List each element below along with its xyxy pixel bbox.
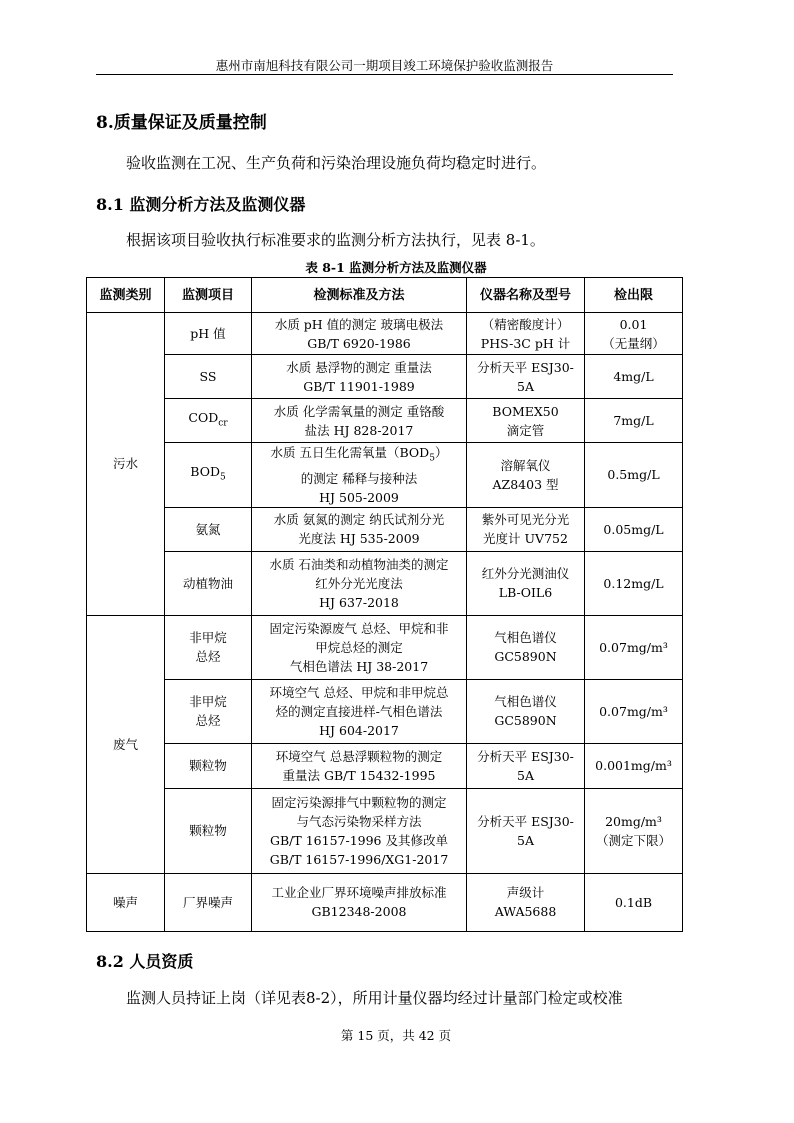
instrument-cell: 分析天平 ESJ30- 5A (467, 788, 585, 873)
report-header: 惠州市南旭科技有限公司一期项目竣工环境保护验收监测报告 (215, 58, 554, 73)
item-cell: 非甲烷 总烃 (165, 615, 252, 679)
instrument-cell: 分析天平 ESJ30- 5A (467, 355, 585, 399)
method-cell: 水质 pH 值的测定 玻璃电极法 GB/T 6920-1986 (252, 313, 467, 355)
limit-cell: 0.07mg/m³ (585, 679, 683, 743)
header-limit: 检出限 (585, 278, 683, 313)
item-cell: 颗粒物 (165, 743, 252, 788)
header-category: 监测类别 (87, 278, 165, 313)
method-cell: 水质 石油类和动植物油类的测定 红外分光光度法 HJ 637-2018 (252, 551, 467, 615)
table-caption: 表 8-1 监测分析方法及监测仪器 (305, 260, 487, 275)
instrument-cell: 紫外可见光分光 光度计 UV752 (467, 507, 585, 551)
limit-cell: 0.1dB (585, 873, 683, 931)
method-cell: 固定污染源排气中颗粒物的测定 与气态污染物采样方法 GB/T 16157-1996 及其修改单 GB/T 16157-1996/XG1-2017 (252, 788, 467, 873)
section-8-1-intro: 根据该项目验收执行标准要求的监测分析方法执行，见表 8-1。 (126, 231, 545, 249)
limit-cell: 0.05mg/L (585, 507, 683, 551)
instrument-cell: 气相色谱仪 GC5890N (467, 679, 585, 743)
limit-cell: 0.01 （无量纲） (585, 313, 683, 355)
header-method: 检测标准及方法 (252, 278, 467, 313)
header-item: 监测项目 (165, 278, 252, 313)
section-8-2-intro: 监测人员持证上岗（详见表8-2），所用计量仪器均经过计量部门检定或校准 (126, 989, 623, 1007)
item-cell: pH 值 (165, 313, 252, 355)
item-cell: 颗粒物 (165, 788, 252, 873)
header-instrument: 仪器名称及型号 (467, 278, 585, 313)
limit-cell: 0.07mg/m³ (585, 615, 683, 679)
section-8-2-heading: 8.2 人员资质 (96, 952, 194, 971)
group-cell: 污水 (87, 313, 165, 616)
item-cell: 非甲烷 总烃 (165, 679, 252, 743)
instrument-cell: 分析天平 ESJ30- 5A (467, 743, 585, 788)
limit-cell: 0.001mg/m³ (585, 743, 683, 788)
table-row (87, 355, 683, 399)
method-cell: 工业企业厂界环境噪声排放标准 GB12348-2008 (252, 873, 467, 931)
header-rule (96, 74, 673, 75)
method-cell: 水质 氨氮的测定 纳氏试剂分光 光度法 HJ 535-2009 (252, 507, 467, 551)
limit-cell: 0.5mg/L (585, 443, 683, 508)
table-header-row (87, 278, 683, 313)
method-cell: 环境空气 总烃、甲烷和非甲烷总 烃的测定直接进样-气相色谱法 HJ 604-2017 (252, 679, 467, 743)
group-cell: 废气 (87, 615, 165, 873)
table-row (87, 551, 683, 615)
item-cell: $BOD_5$ (165, 443, 252, 508)
item-cell: 厂界噪声 (165, 873, 252, 931)
method-cell: 水质 悬浮物的测定 重量法 GB/T 11901-1989 (252, 355, 467, 399)
item-cell: $COD_{cr}$ (165, 399, 252, 443)
item-cell: 氨氮 (165, 507, 252, 551)
group-cell: 噪声 (87, 873, 165, 931)
limit-cell: 7mg/L (585, 399, 683, 443)
limit-cell: 4mg/L (585, 355, 683, 399)
method-cell: 水质 五日生化需氧量$(BOD_5)$ 的测定 稀释与接种法 HJ 505-2009 (252, 443, 467, 508)
table-row (87, 313, 683, 355)
table-row (87, 679, 683, 743)
instrument-cell: BOMEX50 滴定管 (467, 399, 585, 443)
section-8-intro: 验收监测在工况、生产负荷和污染治理设施负荷均稳定时进行。 (126, 154, 547, 172)
table-row (87, 615, 683, 679)
limit-cell: 0.12mg/L (585, 551, 683, 615)
method-cell: 固定污染源废气 总烃、甲烷和非 甲烷总烃的测定 气相色谱法 HJ 38-2017 (252, 615, 467, 679)
table-row (87, 873, 683, 931)
table-row (87, 507, 683, 551)
instrument-cell: 气相色谱仪 GC5890N (467, 615, 585, 679)
page-number: 第 15 页，共 42 页 (340, 1028, 452, 1043)
section-8-heading: 8.质量保证及质量控制 (96, 113, 267, 133)
method-cell: 水质 化学需氧量的测定 重铬酸 盐法 HJ 828-2017 (252, 399, 467, 443)
table-row (87, 788, 683, 873)
limit-cell: 20mg/m³ （测定下限） (585, 788, 683, 873)
methods-table (86, 277, 683, 932)
instrument-cell: 溶解氧仪 AZ8403 型 (467, 443, 585, 508)
instrument-cell: 声级计 AWA5688 (467, 873, 585, 931)
instrument-cell: （精密酸度计） PHS-3C pH 计 (467, 313, 585, 355)
table-row (87, 443, 683, 508)
table-row (87, 399, 683, 443)
method-cell: 环境空气 总悬浮颗粒物的测定 重量法 GB/T 15432-1995 (252, 743, 467, 788)
item-cell: SS (165, 355, 252, 399)
section-8-1-heading: 8.1 监测分析方法及监测仪器 (96, 195, 306, 214)
item-cell: 动植物油 (165, 551, 252, 615)
instrument-cell: 红外分光测油仪 LB-OIL6 (467, 551, 585, 615)
table-row (87, 743, 683, 788)
